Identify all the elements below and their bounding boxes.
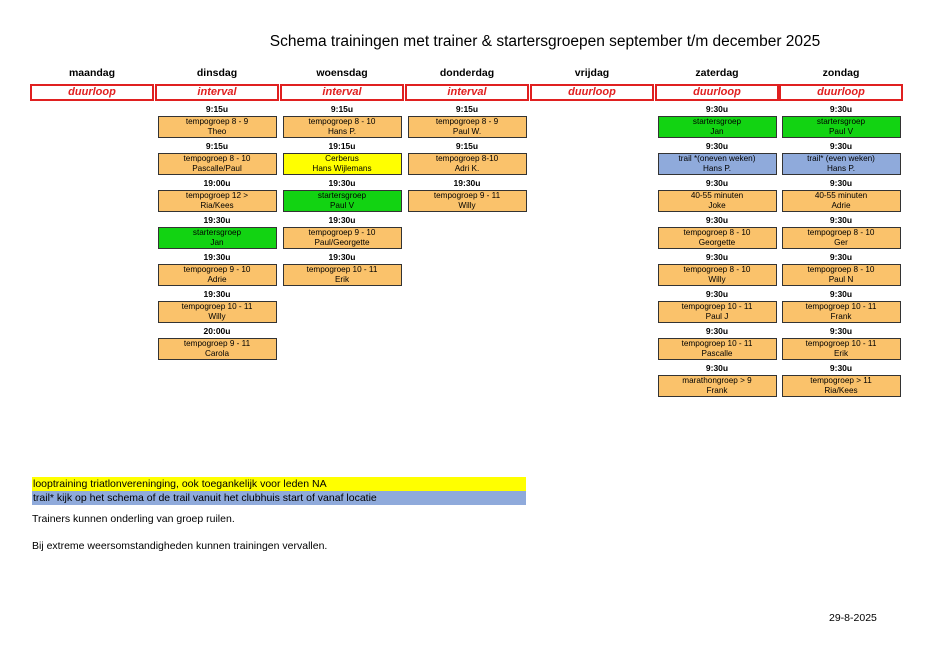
session-block bbox=[280, 177, 404, 212]
session-time: 9:30u bbox=[705, 363, 729, 373]
session-trainer: Adrie bbox=[831, 201, 851, 210]
session-block bbox=[155, 214, 279, 249]
session-time: 19:30u bbox=[203, 289, 231, 299]
session-time: 9:30u bbox=[705, 215, 729, 225]
session-time: 9:30u bbox=[829, 104, 853, 114]
session-box bbox=[158, 264, 277, 286]
session-box bbox=[782, 116, 901, 138]
session-trainer: Hans Wijlemans bbox=[312, 164, 372, 173]
session-group: tempogroep 10 - 11 bbox=[181, 302, 253, 311]
session-time: 20:00u bbox=[203, 326, 231, 336]
day-column-zaterdag bbox=[655, 66, 779, 397]
session-group: tempogroep 12 > bbox=[185, 191, 249, 200]
day-column-vrijdag bbox=[530, 66, 654, 101]
session-trainer: Ger bbox=[834, 238, 848, 247]
day-header: maandag bbox=[68, 67, 116, 79]
day-column-donderdag bbox=[405, 66, 529, 212]
session-box bbox=[158, 116, 277, 138]
day-header: dinsdag bbox=[196, 67, 238, 79]
session-block bbox=[155, 288, 279, 323]
session-box bbox=[658, 227, 777, 249]
day-header: donderdag bbox=[439, 67, 495, 79]
session-group: tempogroep 10 - 11 bbox=[681, 339, 753, 348]
session-trainer: Hans P. bbox=[327, 127, 357, 136]
session-block bbox=[155, 325, 279, 360]
document-date: 29-8-2025 bbox=[829, 612, 877, 624]
day-column-zondag bbox=[779, 66, 903, 397]
session-box bbox=[658, 264, 777, 286]
training-type-badge: duurloop bbox=[30, 84, 154, 101]
session-box bbox=[658, 190, 777, 212]
session-trainer: Hans P. bbox=[702, 164, 732, 173]
session-time: 9:30u bbox=[829, 326, 853, 336]
session-group: startersgroep bbox=[692, 117, 742, 126]
session-time: 19:30u bbox=[328, 178, 356, 188]
session-time: 9:15u bbox=[455, 141, 479, 151]
session-block bbox=[655, 362, 779, 397]
session-group: tempogroep 8 - 9 bbox=[185, 117, 249, 126]
session-trainer: Carola bbox=[204, 349, 230, 358]
session-block bbox=[655, 103, 779, 138]
session-group: tempogroep 10 - 11 bbox=[805, 302, 877, 311]
session-box bbox=[283, 153, 402, 175]
session-block bbox=[655, 288, 779, 323]
session-block bbox=[405, 140, 529, 175]
session-block bbox=[655, 214, 779, 249]
session-trainer: Jan bbox=[710, 127, 724, 136]
session-box bbox=[158, 190, 277, 212]
session-group: tempogroep > 11 bbox=[810, 376, 872, 385]
session-block bbox=[779, 140, 903, 175]
session-box bbox=[283, 116, 402, 138]
session-time: 19:30u bbox=[453, 178, 481, 188]
day-column-dinsdag bbox=[155, 66, 279, 360]
session-block bbox=[779, 214, 903, 249]
session-group: tempogroep 8 - 10 bbox=[807, 228, 875, 237]
session-trainer: Erik bbox=[334, 275, 350, 284]
session-box bbox=[782, 338, 901, 360]
session-trainer: Jan bbox=[210, 238, 224, 247]
session-group: tempogroep 8 - 10 bbox=[683, 265, 751, 274]
session-group: tempogroep 10 - 11 bbox=[805, 339, 877, 348]
session-box bbox=[158, 153, 277, 175]
session-block bbox=[779, 177, 903, 212]
session-block bbox=[655, 177, 779, 212]
session-trainer: Frank bbox=[830, 312, 852, 321]
session-box bbox=[782, 153, 901, 175]
training-type-badge: interval bbox=[280, 84, 404, 101]
session-group: startersgroep bbox=[192, 228, 242, 237]
session-time: 19:30u bbox=[203, 215, 231, 225]
training-type-badge: duurloop bbox=[655, 84, 779, 101]
session-group: Cerberus bbox=[325, 154, 359, 163]
session-trainer: Paul J bbox=[705, 312, 729, 321]
training-type-badge: duurloop bbox=[779, 84, 903, 101]
session-trainer: Adri K. bbox=[454, 164, 480, 173]
session-group: startersgroep bbox=[317, 191, 367, 200]
session-trainer: Joke bbox=[708, 201, 726, 210]
session-time: 9:15u bbox=[330, 104, 354, 114]
session-block bbox=[405, 103, 529, 138]
day-column-maandag bbox=[30, 66, 154, 101]
session-group: 40-55 minuten bbox=[690, 191, 744, 200]
session-group: tempogroep 10 - 11 bbox=[681, 302, 753, 311]
session-group: tempogroep 9 - 11 bbox=[183, 339, 251, 348]
session-trainer: Pascalle bbox=[701, 349, 733, 358]
session-time: 9:30u bbox=[705, 104, 729, 114]
session-group: tempogroep 8-10 bbox=[435, 154, 499, 163]
session-time: 9:30u bbox=[829, 289, 853, 299]
session-trainer: Georgette bbox=[698, 238, 736, 247]
session-box bbox=[658, 116, 777, 138]
session-group: tempogroep 10 - 11 bbox=[306, 265, 378, 274]
session-trainer: Theo bbox=[207, 127, 227, 136]
session-time: 9:15u bbox=[205, 104, 229, 114]
session-trainer: Willy bbox=[458, 201, 476, 210]
session-trainer: Ria/Kees bbox=[200, 201, 234, 210]
session-group: tempogroep 8 - 10 bbox=[807, 265, 875, 274]
session-time: 9:15u bbox=[205, 141, 229, 151]
training-type-badge: interval bbox=[155, 84, 279, 101]
session-time: 9:30u bbox=[705, 141, 729, 151]
session-box bbox=[283, 227, 402, 249]
session-time: 9:30u bbox=[829, 141, 853, 151]
session-time: 9:30u bbox=[705, 289, 729, 299]
day-header: woensdag bbox=[316, 67, 368, 79]
day-column-woensdag bbox=[280, 66, 404, 286]
session-block bbox=[155, 140, 279, 175]
session-trainer: Paul V bbox=[828, 127, 854, 136]
session-block bbox=[280, 103, 404, 138]
session-box bbox=[283, 264, 402, 286]
session-group: 40-55 minuten bbox=[814, 191, 868, 200]
session-block bbox=[779, 103, 903, 138]
session-group: tempogroep 9 - 10 bbox=[183, 265, 251, 274]
session-block bbox=[280, 140, 404, 175]
session-trainer: Paul V bbox=[329, 201, 355, 210]
session-time: 9:15u bbox=[455, 104, 479, 114]
session-time: 19:15u bbox=[328, 141, 356, 151]
session-time: 9:30u bbox=[829, 252, 853, 262]
legend-trail: trail* kijk op het schema of de trail vanuit het clubhuis start of vanaf locatie bbox=[32, 491, 526, 505]
session-box bbox=[283, 190, 402, 212]
session-block bbox=[655, 251, 779, 286]
session-box bbox=[408, 153, 527, 175]
session-box bbox=[658, 301, 777, 323]
session-trainer: Paul/Georgette bbox=[314, 238, 370, 247]
session-block bbox=[655, 140, 779, 175]
session-box bbox=[782, 190, 901, 212]
session-box bbox=[408, 190, 527, 212]
session-trainer: Willy bbox=[208, 312, 226, 321]
session-block bbox=[779, 251, 903, 286]
session-trainer: Paul N bbox=[828, 275, 854, 284]
session-block bbox=[779, 288, 903, 323]
session-time: 19:30u bbox=[328, 215, 356, 225]
session-group: tempogroep 9 - 10 bbox=[308, 228, 376, 237]
session-time: 9:30u bbox=[705, 326, 729, 336]
session-trainer: Hans P. bbox=[826, 164, 856, 173]
session-box bbox=[158, 227, 277, 249]
session-box bbox=[658, 375, 777, 397]
session-group: startersgroep bbox=[816, 117, 866, 126]
training-type-badge: duurloop bbox=[530, 84, 654, 101]
session-time: 9:30u bbox=[705, 178, 729, 188]
session-block bbox=[779, 362, 903, 397]
session-block bbox=[405, 177, 529, 212]
session-trainer: Pascalle/Paul bbox=[192, 164, 242, 173]
day-header: zaterdag bbox=[695, 67, 739, 79]
session-group: trail* (even weken) bbox=[807, 154, 875, 163]
session-group: marathongroep > 9 bbox=[682, 376, 752, 385]
page-title: Schema trainingen met trainer & startersgroepen september t/m december 2025 bbox=[269, 33, 821, 50]
session-box bbox=[158, 301, 277, 323]
session-block bbox=[655, 325, 779, 360]
session-time: 9:30u bbox=[829, 363, 853, 373]
note-swap: Trainers kunnen onderling van groep ruilen. bbox=[32, 513, 235, 525]
session-block bbox=[155, 177, 279, 212]
session-time: 9:30u bbox=[829, 215, 853, 225]
session-box bbox=[408, 116, 527, 138]
day-header: zondag bbox=[822, 67, 860, 79]
session-trainer: Erik bbox=[833, 349, 849, 358]
session-trainer: Willy bbox=[708, 275, 726, 284]
session-group: trail *(oneven weken) bbox=[678, 154, 756, 163]
training-type-badge: interval bbox=[405, 84, 529, 101]
session-time: 9:30u bbox=[829, 178, 853, 188]
session-block bbox=[155, 103, 279, 138]
session-group: tempogroep 9 - 11 bbox=[433, 191, 501, 200]
session-box bbox=[782, 375, 901, 397]
session-block bbox=[155, 251, 279, 286]
session-group: tempogroep 8 - 9 bbox=[435, 117, 499, 126]
session-block bbox=[280, 251, 404, 286]
session-box bbox=[658, 338, 777, 360]
day-header: vrijdag bbox=[574, 67, 610, 79]
session-group: tempogroep 8 - 10 bbox=[683, 228, 751, 237]
legend-triathlon: looptraining triatlonvereninging, ook toegankelijk voor leden NA bbox=[32, 477, 526, 491]
session-box bbox=[782, 227, 901, 249]
session-block bbox=[280, 214, 404, 249]
session-block bbox=[779, 325, 903, 360]
note-weather: Bij extreme weersomstandigheden kunnen trainingen vervallen. bbox=[32, 540, 328, 552]
session-box bbox=[158, 338, 277, 360]
session-time: 9:30u bbox=[705, 252, 729, 262]
session-time: 19:30u bbox=[328, 252, 356, 262]
session-box bbox=[658, 153, 777, 175]
session-trainer: Frank bbox=[706, 386, 728, 395]
session-group: tempogroep 8 - 10 bbox=[183, 154, 251, 163]
session-trainer: Paul W. bbox=[452, 127, 482, 136]
session-box bbox=[782, 301, 901, 323]
session-time: 19:30u bbox=[203, 252, 231, 262]
session-group: tempogroep 8 - 10 bbox=[308, 117, 376, 126]
session-time: 19:00u bbox=[203, 178, 231, 188]
session-trainer: Adrie bbox=[207, 275, 227, 284]
session-box bbox=[782, 264, 901, 286]
session-trainer: Ria/Kees bbox=[824, 386, 858, 395]
